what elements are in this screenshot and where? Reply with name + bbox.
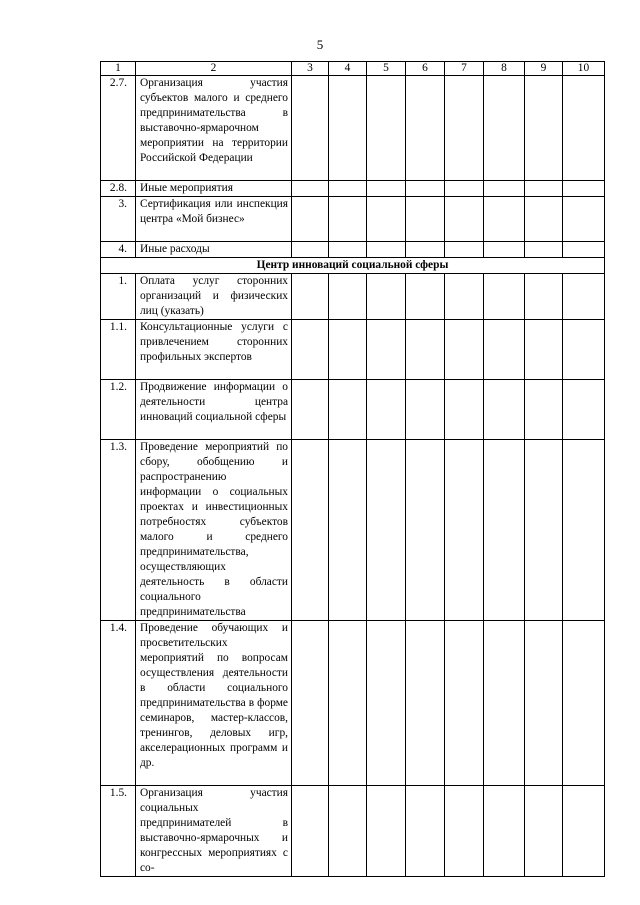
column-header: 9: [525, 62, 563, 76]
table-row: [101, 274, 605, 320]
page-number: 5: [316, 37, 324, 52]
row-number: 2.7.: [101, 76, 136, 181]
table-header-row: [101, 62, 605, 76]
column-header: 1: [101, 62, 136, 76]
table-row: [101, 181, 605, 197]
row-description: Оплата услуг сторонних организаций и физических лиц (указать): [136, 274, 292, 320]
budget-table: [100, 61, 605, 877]
row-number: 1.: [101, 274, 136, 320]
table-row: [101, 380, 605, 440]
column-header: 7: [445, 62, 484, 76]
table-row: [101, 76, 605, 181]
row-number: 1.4.: [101, 621, 136, 786]
row-description: Сертификация или инспекция центра «Мой бизнес»: [136, 197, 292, 242]
table-row: [101, 320, 605, 380]
section-title: Центр инноваций социальной сферы: [101, 258, 605, 274]
row-description: Проведение обучающих и просветительских мероприятий по вопросам осуществления деятельности в области социального предпринимательства в форме семинаров, мастер-классов, тренингов, деловых игр, акселерационных программ и др.: [136, 621, 292, 786]
table-row: [101, 440, 605, 621]
row-description: Организация участия субъектов малого и среднего предпринимательства в выставочно-ярмарочном мероприятии на территории Российской Федерации: [136, 76, 292, 181]
row-description: Организация участия социальных предпринимателей в выставочно-ярмарочных и конгрессных мероприятиях с со-: [136, 786, 292, 877]
section-row: [101, 258, 605, 274]
table-row: [101, 621, 605, 786]
column-header: 3: [292, 62, 329, 76]
row-number: 1.1.: [101, 320, 136, 380]
row-number: 1.5.: [101, 786, 136, 877]
row-number: 4.: [101, 242, 136, 258]
table-row: [101, 242, 605, 258]
column-header: 8: [484, 62, 525, 76]
column-header: 4: [329, 62, 367, 76]
table-row: [101, 786, 605, 877]
row-number: 1.2.: [101, 380, 136, 440]
row-description: Иные мероприятия: [136, 181, 292, 197]
row-description: Консультационные услуги с привлечением сторонних профильных экспертов: [136, 320, 292, 380]
column-header: 10: [563, 62, 605, 76]
row-description: Проведение мероприятий по сбору, обобщению и распространению информации о социальных проектах и инвестиционных потребностях субъектов малого и среднего предпринимательства, осуществляющих деятельность в области социального предпринимательства: [136, 440, 292, 621]
column-header: 2: [136, 62, 292, 76]
row-description: Продвижение информации о деятельности центра инноваций социальной сферы: [136, 380, 292, 440]
table-row: [101, 197, 605, 242]
row-number: 1.3.: [101, 440, 136, 621]
row-description: Иные расходы: [136, 242, 292, 258]
column-header: 5: [367, 62, 406, 76]
row-number: 3.: [101, 197, 136, 242]
row-number: 2.8.: [101, 181, 136, 197]
column-header: 6: [406, 62, 445, 76]
